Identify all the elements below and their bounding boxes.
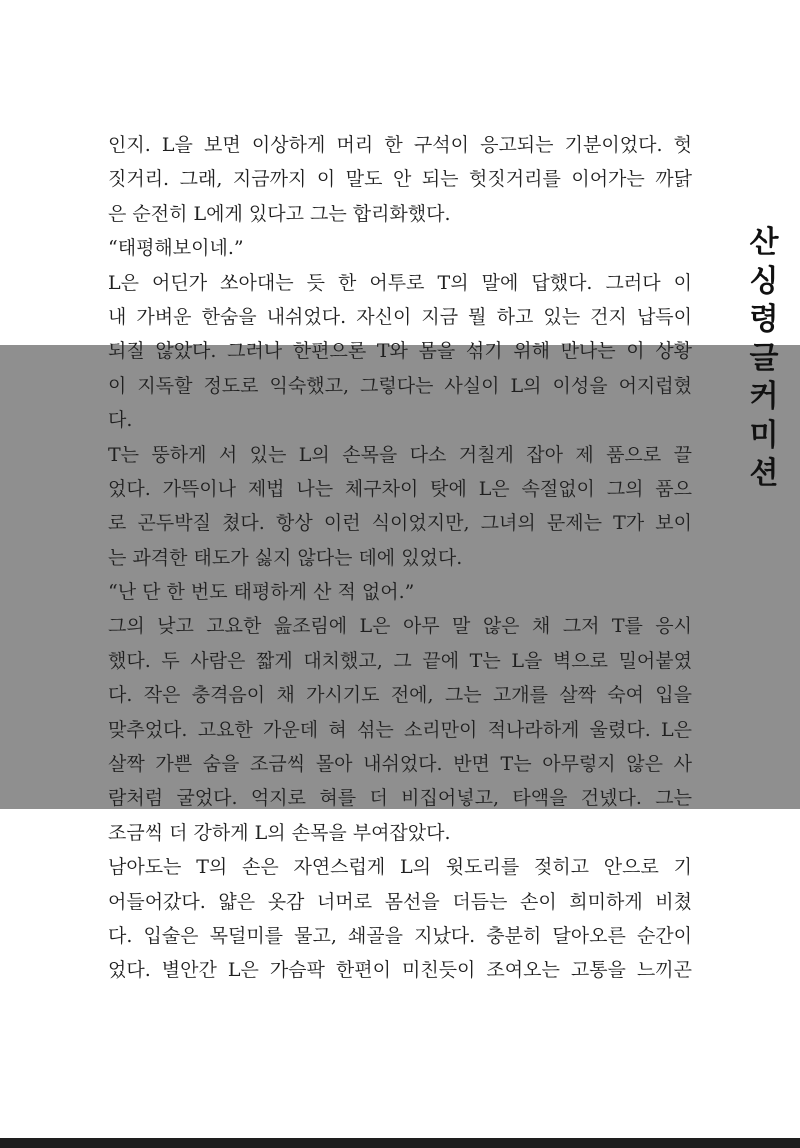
text-line: 내 가벼운 한숨을 내쉬었다. 자신이 지금 뭘 하고 있는 건지 납득이 [108,305,692,328]
text-line: 했다. 두 사람은 짧게 대치했고, 그 끝에 T는 L을 벽으로 밀어붙였 [108,649,692,672]
text-line: 남아도는 T의 손은 자연스럽게 L의 윗도리를 젖히고 안으로 기 [108,856,692,879]
text-line: L은 어딘가 쏘아대는 듯 한 어투로 T의 말에 답했다. 그러다 이 [108,271,692,294]
title-char: 글 [749,340,779,376]
text-line: 어들어갔다. 얇은 옷감 너머로 몸선을 더듬는 손이 희미하게 비쳤 [108,890,692,913]
body-text [108,128,692,988]
text-line: 다. 입술은 목덜미를 물고, 쇄골을 지났다. 충분히 달아오른 순간이 [108,924,692,947]
text-line: 람처럼 굴었다. 억지로 혀를 더 비집어넣고, 타액을 건넸다. 그는 [108,787,692,810]
title-char: 싱 [749,263,779,299]
title-char: 션 [749,456,779,491]
bottom-bar [0,1138,800,1148]
text-line: 는 과격한 태도가 싫지 않다는 데에 있었다. [108,546,463,569]
text-line: 짓거리. 그래, 지금까지 이 말도 안 되는 헛짓거리를 이어가는 까닭 [108,168,692,191]
title-char: 미 [749,417,779,453]
text-line: 었다. 가뜩이나 제법 나는 체구차이 탓에 L은 속절없이 그의 품으 [108,477,692,500]
text-line: T는 뚱하게 서 있는 L의 손목을 다소 거칠게 잡아 제 품으로 끌 [108,443,692,466]
text-line: 이 지독할 정도로 익숙했고, 그렇다는 사실이 L의 이성을 어지럽혔 [108,374,692,397]
text-line: 었다. 별안간 L은 가슴팍 한편이 미친듯이 조여오는 고통을 느끼곤 [108,959,692,982]
title-char: 산 [749,225,779,260]
vertical-title [744,224,784,494]
title-char: 령 [749,302,779,337]
text-line: 그의 낮고 고요한 읊조림에 L은 아무 말 않은 채 그저 T를 응시 [108,615,692,638]
text-line: 다. [108,409,133,432]
text-line: 맞추었다. 고요한 가운데 혀 섞는 소리만이 적나라하게 울렸다. L은 [108,718,692,741]
text-line: 되질 않았다. 그러나 한편으론 T와 몸을 섞기 위해 만나는 이 상황 [108,340,692,363]
text-line: 살짝 가쁜 숨을 조금씩 몰아 내쉬었다. 반면 T는 아무렇지 않은 사 [108,753,692,776]
text-line: 로 곤두박질 쳤다. 항상 이런 식이었지만, 그녀의 문제는 T가 보이 [108,512,692,535]
text-line: 인지. L을 보면 이상하게 머리 한 구석이 응고되는 기분이었다. 헛 [108,134,692,156]
text-line: “난 단 한 번도 태평하게 산 적 없어.” [108,581,415,604]
text-line: “태평해보이네.” [108,237,244,260]
text-line: 조금씩 더 강하게 L의 손목을 부여잡았다. [108,821,451,844]
text-line: 다. 작은 충격음이 채 가시기도 전에, 그는 고개를 살짝 숙여 입을 [108,684,692,707]
title-char: 커 [749,379,779,414]
text-line: 은 순전히 L에게 있다고 그는 합리화했다. [108,202,451,225]
